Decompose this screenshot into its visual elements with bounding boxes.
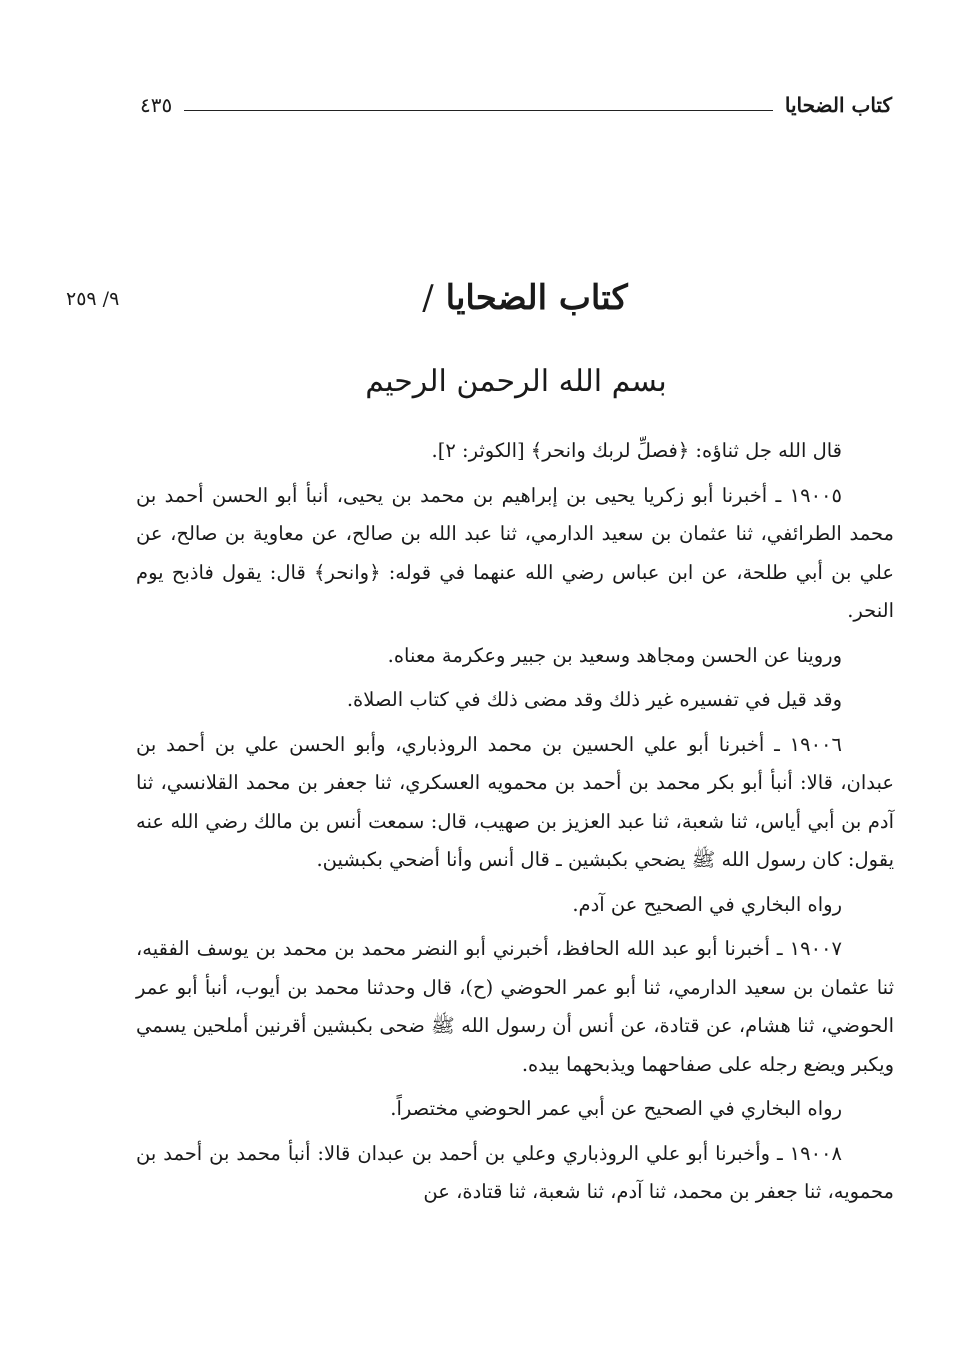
- source-note: رواه البخاري في الصحيح عن آدم.: [572, 892, 842, 916]
- verse-citation: قال الله جل ثناؤه: ﴿فصلِّ لربك وانحر﴾ [الكوثر: ٢].: [431, 439, 842, 462]
- book-title-text: كتاب الضحايا: [445, 278, 628, 318]
- source-note: رواه البخاري في الصحيح عن أبي عمر الحوضي مختصراً.: [390, 1097, 842, 1120]
- cross-reference-note: وقد قيل في تفسيره غير ذلك وقد مضى ذلك في كتاب الصلاة.: [346, 688, 842, 711]
- hadith-19008: ١٩٠٠٨ ـ وأخبرنا أبو علي الروذباري وعلي بن أحمد بن عبدان قالا: أنبأ محمد بن أحمد بن محمويه، ثنا جعفر بن محمد، ثنا آدم، ثنا شعبة، ثنا قتادة، عن: [136, 1141, 894, 1203]
- book-title: [140, 278, 892, 318]
- hadith-19006: ١٩٠٠٦ ـ أخبرنا أبو علي الحسين بن محمد الروذباري، وأبو الحسن علي بن أحمد بن عبدان، قالا: أنبأ أبو بكر محمد بن أحمد بن محمويه العسكري، ثنا جعفر بن محمد القلانسي، ثنا آدم بن أبي أياس، ثنا شعبة، ثنا عبد العزيز بن صهيب، قال: سمعت أنس بن مالك رضي الله عنه يقول: كان رسول الله ﷺ يضحي بكبشين ـ قال أنس وأنا أضحي بكبشين.: [136, 732, 894, 871]
- title-slash-marker: /: [422, 278, 434, 318]
- basmala: بسم الله الرحمن الرحيم: [365, 364, 667, 399]
- header-rule: [184, 110, 773, 111]
- body-text: [136, 432, 894, 1212]
- hadith-19007: ١٩٠٠٧ ـ أخبرنا أبو عبد الله الحافظ، أخبرني أبو النضر محمد بن محمد بن يوسف الفقيه، ثنا عثمان بن سعيد الدارمي، ثنا أبو عمر الحوضي (ح)، قال وحدثنا محمد بن أيوب، أنبأ أبو عمر الحوضي، ثنا هشام، عن قتادة، عن أنس أن رسول الله ﷺ ضحى بكبشين أقرنين أملحين يسمي ويكبر ويضع رجله على صفاحهما ويذبحهما بيده.: [136, 937, 894, 1076]
- running-title: كتاب الضحايا: [784, 93, 892, 117]
- running-header: [140, 88, 892, 122]
- margin-reference: ٩/ ٢٥٩: [66, 288, 120, 310]
- hadith-19005: ١٩٠٠٥ ـ أخبرنا أبو زكريا يحيى بن إبراهيم بن محمد بن يحيى، أنبأ أبو الحسن أحمد بن محمد الطرائفي، ثنا عثمان بن سعيد الدارمي، ثنا عبد الله بن صالح، عن معاوية بن صالح، عن علي بن أبي طلحة، عن ابن عباس رضي الله عنهما في قوله: ﴿وانحر﴾ قال: يقول فاذبح يوم النحر.: [136, 483, 894, 622]
- page-number: ٤٣٥: [140, 93, 173, 117]
- narration-note: وروينا عن الحسن ومجاهد وسعيد بن جبير وعكرمة معناه.: [387, 643, 842, 667]
